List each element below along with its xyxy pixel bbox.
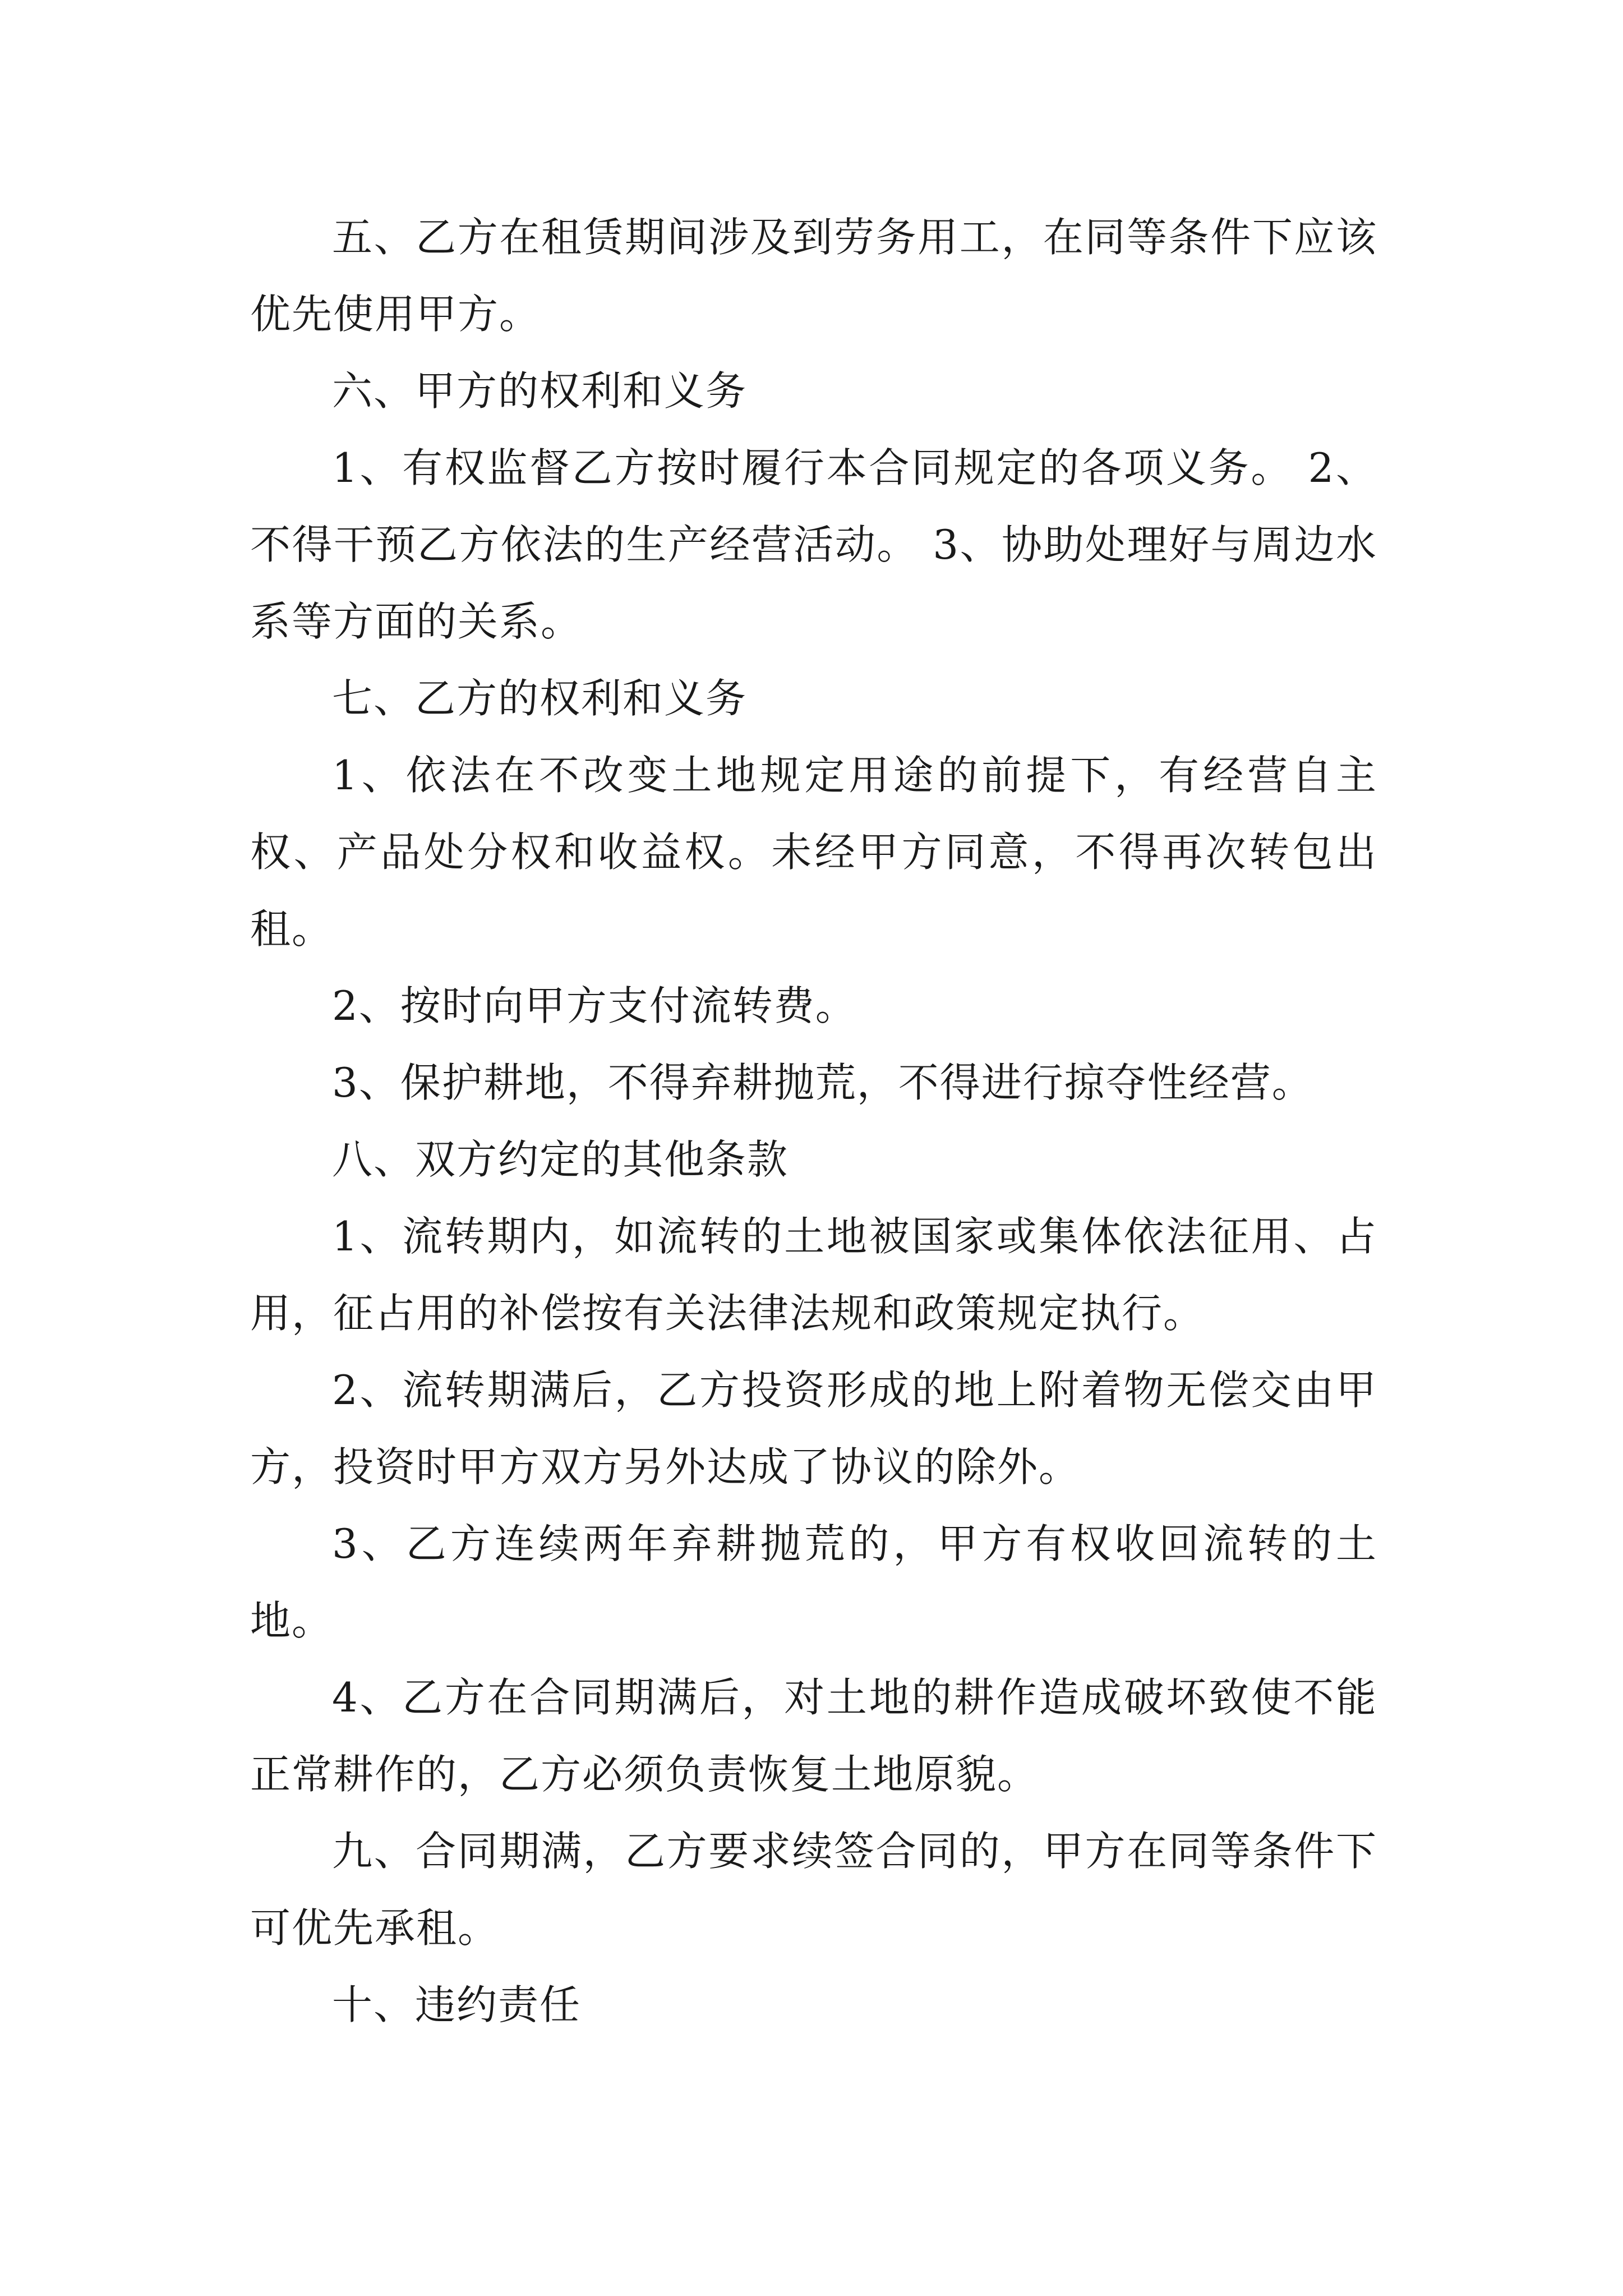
section-other-terms-heading: 八、双方约定的其他条款	[332, 1136, 789, 1183]
party-a-rights-items: 1、有权监督乙方按时履行本合同规定的各项义务。 2、不得干预乙方依法的生产经营活动。 3、协助处理好与周边水系等方面的关系。	[250, 444, 1377, 645]
party-b-right-2: 2、按时向甲方支付流转费。	[332, 982, 857, 1029]
section-liability-heading: 十、违约责任	[332, 1981, 582, 2028]
party-b-right-3: 3、保护耕地，不得弃耕抛荒，不得进行掠夺性经营。	[332, 1059, 1313, 1106]
other-term-1: 1、流转期内，如流转的土地被国家或集体依法征用、占用，征占用的补偿按有关法律法规和政策规定执行。	[250, 1213, 1377, 1337]
section-party-b-rights-heading: 七、乙方的权利和义务	[332, 675, 748, 722]
clause-9-renewal: 九、合同期满，乙方要求续签合同的，甲方在同等条件下可优先承租。	[250, 1828, 1377, 1952]
party-b-right-1: 1、依法在不改变土地规定用途的前提下，有经营自主权、产品处分权和收益权。未经甲方同意，不得再次转包出租。	[250, 752, 1377, 953]
clause-5-labor: 五、乙方在租赁期间涉及到劳务用工，在同等条件下应该优先使用甲方。	[250, 214, 1377, 338]
document-body	[250, 199, 1377, 2044]
section-party-a-rights-heading: 六、甲方的权利和义务	[332, 367, 748, 415]
other-term-2: 2、流转期满后，乙方投资形成的地上附着物无偿交由甲方，投资时甲方双方另外达成了协议的除外。	[250, 1366, 1377, 1490]
other-term-3: 3、乙方连续两年弃耕抛荒的，甲方有权收回流转的土地。	[250, 1520, 1377, 1644]
other-term-4: 4、乙方在合同期满后，对土地的耕作造成破坏致使不能正常耕作的，乙方必须负责恢复土地原貌。	[250, 1674, 1377, 1798]
